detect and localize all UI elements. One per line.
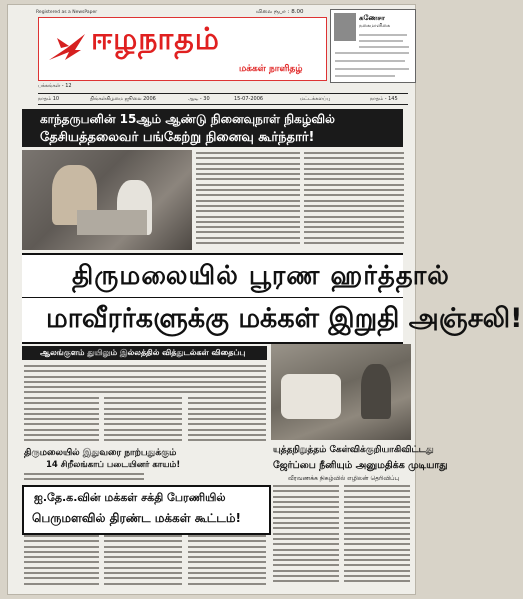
sub-headline: 14 சிறீலங்காப் படையினர் காயம்!: [46, 460, 181, 470]
advert-title: கணேசா: [359, 14, 385, 22]
article-intro: [24, 365, 266, 395]
second-headline: [22, 298, 523, 344]
lead-headline-line2: தேசியத்தலைவர் பங்கேற்று நினைவு கூர்ந்தார்!: [40, 130, 315, 145]
edition-label: மட்டக்களப்பு: [300, 96, 331, 102]
date-label: 15-07-2006: [234, 96, 264, 102]
article-column: [24, 397, 99, 445]
bird-logo-icon: [47, 30, 87, 66]
advert-subtitle: நகைமாளிகை: [359, 23, 391, 29]
deity-image: [334, 13, 356, 41]
article-column: [344, 485, 410, 591]
rally-headline-line2: பெருமளவில் திரண்ட மக்கள் கூட்டம்!: [32, 511, 241, 525]
advert-text-line: [359, 46, 409, 48]
article-column: [24, 473, 144, 485]
article-column: [104, 535, 182, 591]
newspaper-subtitle: மக்கள் நாளிதழ்: [239, 64, 303, 74]
article-column: [304, 152, 404, 250]
tamil-month: ஆடி - 30: [188, 96, 210, 102]
page-count: பக்கங்கள் - 12: [38, 83, 72, 89]
tribute-photo: [271, 344, 411, 440]
right-headline-2: ஜேர்ப்பை நீனியும் அனுமதிக்க முடியாது: [273, 460, 448, 471]
advert-text-line: [335, 52, 409, 54]
registration-note: Registered as a NewsPaper: [36, 10, 98, 15]
main-headline-text: திருமலையில் பூரண ஹர்த்தால்: [72, 261, 450, 291]
article-column: [24, 535, 99, 591]
advert-text-line: [359, 40, 403, 42]
issue-number: நாதம் 10: [38, 96, 60, 102]
masthead: [8, 5, 417, 109]
article-column: [188, 397, 266, 445]
advert-text-line: [359, 34, 407, 36]
article-column: [188, 535, 266, 591]
article-column: [196, 152, 300, 250]
jewellery-advert: [330, 9, 416, 83]
main-headline: [22, 253, 450, 299]
right-headline-3: வீரவணக்க நிகழ்வில் எழிலன் தெரிவிப்பு: [288, 475, 400, 482]
leader-event-photo: [22, 150, 192, 250]
dateline: [38, 93, 408, 105]
section-bar: [22, 346, 267, 360]
rally-headline-box: [22, 485, 271, 535]
newspaper-title: ஈழநாதம்: [91, 22, 220, 57]
lead-headline-line1: காந்தருபனின் 15ஆம் ஆண்டு நினைவுநாள் நிகழ்வில்: [40, 112, 335, 126]
article-column: [273, 485, 339, 591]
advert-text-line: [335, 60, 405, 62]
rally-headline-line1: ஐ.தே.க.வின் மக்கள் சக்தி பேரணியில்: [34, 491, 226, 504]
issue-serial: நாதம் - 145: [370, 96, 398, 102]
newspaper-logo: [38, 17, 327, 81]
price-label: விலை ரூபா : 8.00: [256, 9, 304, 15]
newspaper-page: [7, 4, 523, 595]
right-headline-1: யுத்தநிறுத்தம் கேள்விக்குறியாகிவிட்டது: [273, 445, 434, 455]
lead-headline-banner: [22, 109, 403, 147]
day-label: திங்கள்கிழமை ஜூலை 2006: [90, 96, 156, 102]
article-column: [104, 397, 182, 445]
sub-headline: திருமலையில் இதுவரை நாற்பதுக்கும்: [24, 448, 177, 458]
section-bar-text: ஆலங்குளம் துயிலும் இல்லத்தில் வித்துடல்கள் விதைப்பு: [40, 348, 246, 357]
advert-text-line: [335, 68, 409, 70]
second-headline-text: மாவீரர்களுக்கு மக்கள் இறுதி அஞ்சலி!: [46, 303, 523, 334]
advert-text-line: [335, 75, 395, 77]
